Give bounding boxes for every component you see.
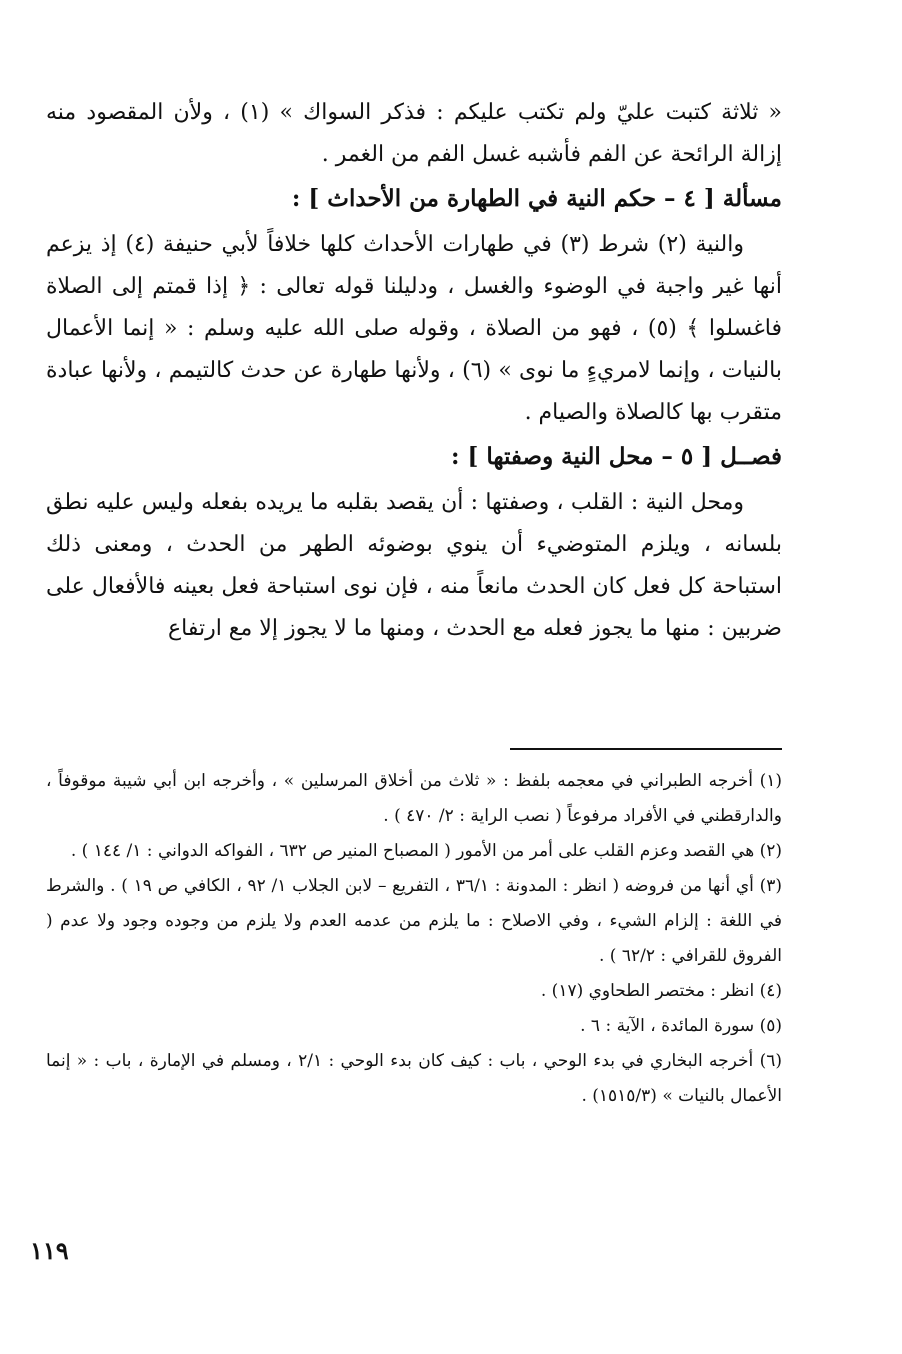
section-heading-4: مسألة [ ٤ – حكم النية في الطهارة من الأحداث ] : xyxy=(291,185,782,212)
footnotes xyxy=(46,764,782,1114)
main-text xyxy=(46,92,782,650)
section-heading-5: فصــل [ ٥ – محل النية وصفتها ] : xyxy=(450,443,782,470)
paragraph-1: « ثلاثة كتبت عليّ ولم تكتب عليكم : فذكر السواك » (١) ، ولأن المقصود منه إزالة الرائحة عن الفم فأشبه غسل الفم من الغمر . xyxy=(46,100,782,167)
paragraph-2: والنية (٢) شرط (٣) في طهارات الأحداث كلها خلافاً لأبي حنيفة (٤) إذ يزعم أنها غير واجبة في الوضوء والغسل ، ودليلنا قوله تعالى : ﴿ إذا قمتم إلى الصلاة فاغسلوا ﴾ (٥) ، فهو من الصلاة ، وقوله صلى الله عليه وسلم : « إنما الأعمال بالنيات ، وإنما لامريءٍ ما نوى » (٦) ، ولأنها طهارة عن حدث كالتيمم ، ولأنها عبادة متقرب بها كالصلاة والصيام . xyxy=(46,232,783,425)
paragraph-3: ومحل النية : القلب ، وصفتها : أن يقصد بقلبه ما يريده بفعله وليس عليه نطق بلسانه ، ويلزم المتوضيء أن ينوي بوضوئه الطهر من الحدث ، ومعنى ذلك استباحة كل فعل كان الحدث مانعاً منه ، فإن نوى استباحة فعل بعينه فالأفعال على ضربين : منها ما يجوز فعله مع الحدث ، ومنها ما لا يجوز إلا مع ارتفاع xyxy=(46,490,782,641)
page-number: ١١٩ xyxy=(30,1236,69,1265)
footnote-5: (٥) سورة المائدة ، الآية : ٦ . xyxy=(580,1016,782,1036)
footnote-1: (١) أخرجه الطبراني في معجمه بلفظ : « ثلاث من أخلاق المرسلين » ، وأخرجه ابن أبي شيبة موقوفاً ، والدارقطني في الأفراد مرفوعاً ( نصب الراية : ٢/ ٤٧٠ ) . xyxy=(46,771,782,826)
footnote-2: (٢) هي القصد وعزم القلب على أمر من الأمور ( المصباح المنير ص ٦٣٢ ، الفواكه الدواني : ١/ ١٤٤ ) . xyxy=(70,841,782,861)
footnote-4: (٤) انظر : مختصر الطحاوي (١٧) . xyxy=(540,981,782,1001)
footnote-3: (٣) أي أنها من فروضه ( انظر : المدونة : ٣٦/١ ، التفريع – لابن الجلاب ١/ ٩٢ ، الكافي ص ١٩ ) . والشرط في اللغة : إلزام الشيء ، وفي الاصلاح : ما يلزم من عدمه العدم ولا يلزم من وجوده وجود ولا عدم ( الفروق للقرافي : ٦٢/٢ ) . xyxy=(46,876,782,966)
footnote-divider xyxy=(510,748,782,750)
footnote-6: (٦) أخرجه البخاري في بدء الوحي ، باب : كيف كان بدء الوحي : ٢/١ ، ومسلم في الإمارة ، باب : « إنما الأعمال بالنيات » (١٥١٥/٣) . xyxy=(46,1051,783,1106)
